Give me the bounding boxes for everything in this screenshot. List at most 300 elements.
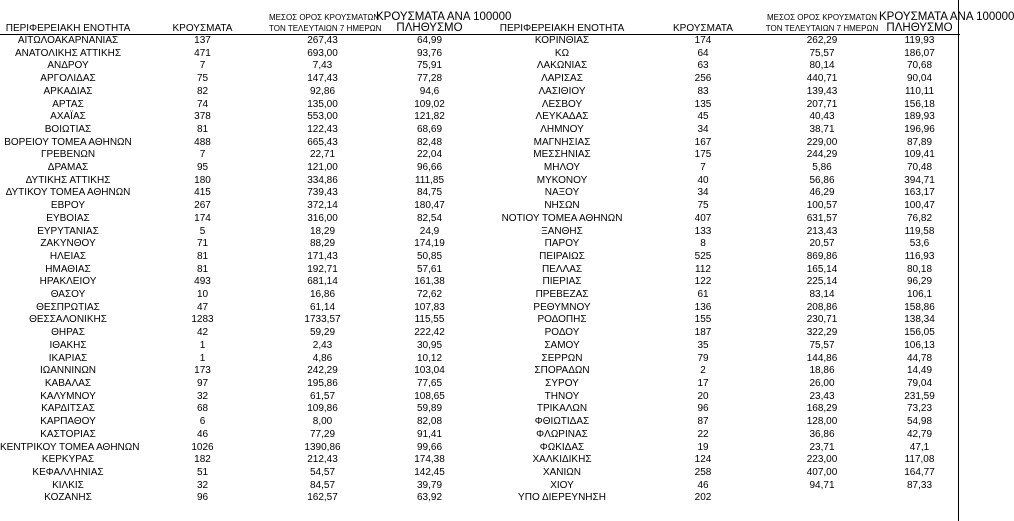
header-per-right-line2: ΠΛΗΘΥΣΜΟ — [886, 22, 953, 34]
right-avg-cell: 100,57 — [806, 200, 838, 212]
right-per-cell: 106,13 — [904, 339, 935, 351]
table-row — [0, 276, 960, 289]
left-region-cell: ΕΒΡΟΥ — [50, 200, 86, 212]
header-region-right: ΠΕΡΙΦΕΡΕΙΑΚΗ ΕΝΟΤΗΤΑ — [483, 0, 641, 35]
left-per-cell: 96,66 — [416, 162, 443, 174]
right-per-cell: 394,71 — [904, 174, 935, 186]
right-cases-cell: 63 — [697, 60, 709, 72]
right-avg-cell: 20,57 — [809, 238, 835, 250]
left-cases-cell: 68 — [196, 403, 209, 415]
left-avg-cell: 109,86 — [307, 403, 338, 415]
right-per-cell: 119,58 — [904, 225, 935, 237]
right-avg-cell: 213,43 — [806, 225, 838, 237]
left-cases-cell: 82 — [196, 85, 209, 97]
left-per-cell: 103,04 — [414, 365, 445, 377]
right-region-cell: ΛΕΣΒΟΥ — [541, 98, 583, 110]
left-region-cell: ΚΟΖΑΝΗΣ — [44, 492, 92, 504]
left-avg-cell: 84,57 — [309, 479, 336, 491]
left-region-cell: ΑΙΤΩΛΟΑΚΑΡΝΑΝΙΑΣ — [17, 35, 119, 46]
left-region-cell: ΕΥΡΥΤΑΝΙΑΣ — [37, 225, 99, 237]
right-region-cell: ΛΕΥΚΑΔΑΣ — [535, 111, 589, 123]
left-region-cell: ΚΙΛΚΙΣ — [52, 479, 84, 491]
right-region-cell: ΦΛΩΡΙΝΑΣ — [536, 428, 588, 440]
right-per-cell: 96,29 — [906, 276, 933, 288]
table-row — [0, 314, 960, 327]
left-cases-cell: 74 — [196, 98, 209, 110]
left-avg-cell: 739,43 — [307, 187, 338, 199]
right-per-cell: 87,33 — [906, 479, 933, 491]
table-row — [0, 137, 960, 150]
left-cases-cell: 47 — [196, 301, 209, 313]
right-cases-cell: 22 — [697, 428, 709, 440]
right-per-cell: 138,34 — [904, 314, 935, 326]
right-per-cell: 189,93 — [904, 111, 935, 123]
right-region-cell: ΦΩΚΙΔΑΣ — [539, 441, 585, 453]
right-avg-cell: 262,29 — [806, 35, 838, 46]
right-region-cell: ΡΕΘΥΜΝΟΥ — [533, 301, 591, 313]
right-avg-cell: 207,71 — [806, 98, 838, 110]
right-per-cell: 79,04 — [906, 377, 933, 389]
left-cases-cell: 96 — [196, 492, 209, 504]
table-row — [0, 492, 960, 505]
header-per-left-line2: ΠΛΗΘΥΣΜΟ — [396, 22, 463, 34]
left-region-cell: ΚΑΡΔΙΤΣΑΣ — [41, 403, 95, 415]
right-cases-cell: 8 — [700, 238, 706, 250]
right-avg-cell: 244,29 — [806, 149, 838, 161]
left-region-cell: ΑΝΑΤΟΛΙΚΗΣ ΑΤΤΙΚΗΣ — [14, 47, 122, 59]
right-per-cell: 156,05 — [904, 327, 935, 339]
right-cases-cell: 122 — [694, 276, 712, 288]
right-cases-cell: 174 — [694, 35, 712, 46]
left-cases-cell: 137 — [194, 35, 211, 46]
right-region-cell: ΡΟΔΟΠΗΣ — [537, 314, 587, 326]
left-avg-cell: 195,86 — [307, 377, 338, 389]
left-avg-cell: 22,71 — [309, 149, 336, 161]
left-per-cell: 93,76 — [416, 47, 443, 59]
left-per-cell: 22,04 — [416, 149, 443, 161]
right-region-cell: ΛΑΣΙΘΙΟΥ — [538, 85, 586, 97]
left-avg-cell: 7,43 — [312, 60, 333, 72]
header-region-left: ΠΕΡΙΦΕΡΕΙΑΚΗ ΕΝΟΤΗΤΑ — [0, 0, 136, 35]
right-region-cell: ΠΡΕΒΕΖΑΣ — [535, 289, 589, 301]
right-avg-cell: 128,00 — [806, 416, 838, 428]
right-region-cell: ΚΟΡΙΝΘΙΑΣ — [534, 35, 590, 46]
right-avg-cell: 229,00 — [806, 136, 838, 148]
right-avg-cell: 869,86 — [806, 250, 838, 262]
header-row — [0, 0, 960, 35]
right-avg-cell: 223,00 — [806, 454, 838, 466]
right-region-cell: ΜΑΓΝΗΣΙΑΣ — [533, 136, 591, 148]
left-per-cell: 10,12 — [416, 352, 443, 364]
table-row — [0, 289, 960, 302]
left-avg-cell: 18,29 — [309, 225, 336, 237]
header-avg-right-line1: ΜΕΣΟΣ ΟΡΟΣ ΚΡΟΥΣΜΑΤΩΝ — [766, 13, 878, 22]
left-avg-cell: 147,43 — [307, 73, 338, 85]
left-per-cell: 109,02 — [414, 98, 445, 110]
table-row — [0, 251, 960, 264]
left-cases-cell: 415 — [194, 187, 211, 199]
right-region-cell: ΛΗΜΝΟΥ — [540, 123, 584, 135]
left-cases-cell: 173 — [194, 365, 211, 377]
left-avg-cell: 92,86 — [309, 85, 336, 97]
left-region-cell: ΙΩΑΝΝΙΝΩΝ — [39, 365, 97, 377]
left-region-cell: ΘΕΣΣΑΛΟΝΙΚΗΣ — [29, 314, 107, 326]
left-region-cell: ΑΝΔΡΟΥ — [47, 60, 89, 72]
left-cases-cell: 97 — [196, 377, 209, 389]
right-per-cell: 80,18 — [906, 263, 933, 275]
left-avg-cell: 59,29 — [309, 327, 336, 339]
right-avg-cell: 75,57 — [809, 339, 835, 351]
left-per-cell: 77,28 — [416, 73, 443, 85]
left-cases-cell: 81 — [196, 263, 209, 275]
right-cases-cell: 407 — [694, 212, 712, 224]
table-row — [0, 480, 960, 493]
table-row — [0, 454, 960, 467]
right-region-cell: ΛΑΡΙΣΑΣ — [541, 73, 583, 85]
right-cases-cell: 34 — [697, 123, 709, 135]
left-region-cell: ΔΥΤΙΚΗΣ ΑΤΤΙΚΗΣ — [25, 174, 111, 186]
left-per-cell: 82,08 — [416, 416, 443, 428]
left-avg-cell: 681,14 — [307, 276, 338, 288]
table-row — [0, 442, 960, 455]
table-row — [0, 124, 960, 137]
left-avg-cell: 61,14 — [309, 301, 336, 313]
left-region-cell: ΚΕΡΚΥΡΑΣ — [41, 454, 95, 466]
left-region-cell: ΚΑΛΥΜΝΟΥ — [40, 390, 96, 402]
left-region-cell: ΙΘΑΚΗΣ — [49, 339, 87, 351]
left-region-cell: ΗΡΑΚΛΕΙΟΥ — [39, 276, 97, 288]
right-region-cell: ΞΑΝΘΗΣ — [541, 225, 583, 237]
right-cases-cell: 20 — [697, 390, 709, 402]
right-region-cell: ΠΕΙΡΑΙΩΣ — [539, 250, 585, 262]
right-per-cell: 73,23 — [906, 403, 933, 415]
table-row — [0, 111, 960, 124]
right-cases-cell: 112 — [695, 263, 711, 275]
left-region-cell: ΑΧΑΪΑΣ — [50, 111, 86, 123]
right-region-cell: ΝΑΞΟΥ — [544, 187, 580, 199]
right-cases-cell: 175 — [694, 149, 712, 161]
right-avg-cell: 230,71 — [806, 314, 838, 326]
left-cases-cell: 51 — [196, 466, 209, 478]
left-avg-cell: 212,43 — [307, 454, 338, 466]
left-per-cell: 161,38 — [414, 276, 445, 288]
right-avg-cell: 38,71 — [809, 123, 835, 135]
left-region-cell: ΙΚΑΡΙΑΣ — [48, 352, 88, 364]
table-row — [0, 175, 960, 188]
right-region-cell: ΧΑΛΚΙΔΙΚΗΣ — [532, 454, 592, 466]
left-cases-cell: 46 — [196, 428, 209, 440]
table-row — [0, 378, 960, 391]
header-per-left — [376, 0, 512, 35]
left-region-cell: ΚΑΒΑΛΑΣ — [44, 377, 92, 389]
left-per-cell: 57,61 — [416, 263, 443, 275]
right-avg-cell: 5,86 — [812, 162, 832, 174]
right-region-cell: ΣΑΜΟΥ — [544, 339, 580, 351]
left-per-cell: 180,47 — [414, 200, 445, 212]
right-cases-cell: 40 — [697, 174, 709, 186]
left-avg-cell: 4,86 — [312, 352, 333, 364]
left-avg-cell: 192,71 — [307, 263, 338, 275]
left-per-cell: 30,95 — [416, 339, 443, 351]
right-per-cell: 164,77 — [904, 466, 935, 478]
right-avg-cell: 225,14 — [806, 276, 838, 288]
right-cases-cell: 35 — [697, 339, 709, 351]
right-per-cell — [879, 492, 960, 505]
right-region-cell: ΠΙΕΡΙΑΣ — [542, 276, 582, 288]
left-per-cell: 121,82 — [414, 111, 445, 123]
left-per-cell: 222,42 — [414, 327, 445, 339]
right-per-cell: 119,93 — [904, 35, 935, 46]
left-region-cell: ΔΡΑΜΑΣ — [47, 162, 89, 174]
right-per-cell: 109,41 — [904, 149, 935, 161]
header-per-left-line1: ΚΡΟΥΣΜΑΤΑ ΑΝΑ 100000 — [376, 11, 512, 23]
left-region-cell: ΒΟΙΩΤΙΑΣ — [44, 123, 92, 135]
left-region-cell: ΗΛΕΙΑΣ — [49, 250, 87, 262]
right-avg-cell: 56,86 — [809, 174, 835, 186]
right-cases-cell: 167 — [694, 136, 712, 148]
right-cases-cell: 83 — [697, 85, 709, 97]
left-region-cell: ΓΡΕΒΕΝΩΝ — [40, 149, 96, 161]
left-cases-cell: 5 — [199, 225, 206, 237]
header-avg-left-line1: ΜΕΣΟΣ ΟΡΟΣ ΚΡΟΥΣΜΑΤΩΝ — [269, 13, 380, 22]
table-row — [0, 365, 960, 378]
left-per-cell: 174,38 — [414, 454, 445, 466]
left-cases-cell: 6 — [199, 416, 206, 428]
left-avg-cell: 372,14 — [307, 200, 338, 212]
right-per-cell: 70,48 — [906, 162, 933, 174]
right-per-cell: 106,1 — [906, 289, 933, 301]
right-cases-cell: 124 — [694, 454, 712, 466]
left-cases-cell: 1 — [199, 339, 206, 351]
right-cases-cell: 202 — [694, 492, 712, 504]
left-avg-cell: 1390,86 — [304, 441, 341, 453]
left-per-cell: 174,19 — [414, 238, 445, 250]
right-cases-cell: 19 — [697, 441, 709, 453]
left-per-cell: 75,91 — [416, 60, 443, 72]
right-cases-cell: 2 — [700, 365, 706, 377]
left-avg-cell: 171,43 — [307, 250, 338, 262]
right-per-cell: 163,17 — [904, 187, 935, 199]
right-region-cell: ΠΑΡΟΥ — [544, 238, 580, 250]
left-cases-cell: 81 — [196, 123, 209, 135]
header-avg-right-line2: ΤΟΝ ΤΕΛΕΥΤΑΙΩΝ 7 ΗΜΕΡΩΝ — [765, 24, 879, 33]
left-cases-cell: 81 — [196, 250, 209, 262]
right-avg-cell: 40,43 — [809, 111, 835, 123]
right-cases-cell: 135 — [694, 98, 712, 110]
header-avg-right — [765, 0, 879, 35]
left-region-cell: ΑΡΚΑΔΙΑΣ — [43, 85, 93, 97]
right-per-cell: 44,78 — [906, 352, 933, 364]
left-per-cell: 64,99 — [416, 35, 443, 46]
table-row — [0, 86, 960, 99]
left-avg-cell: 122,43 — [307, 123, 338, 135]
table-row — [0, 238, 960, 251]
header-per-right — [879, 0, 1014, 35]
left-region-cell: ΚΕΦΑΛΛΗΝΙΑΣ — [32, 466, 104, 478]
left-avg-cell: 334,86 — [307, 174, 338, 186]
left-cases-cell: 180 — [194, 174, 211, 186]
left-avg-cell: 242,29 — [307, 365, 338, 377]
left-region-cell: ΚΕΝΤΡΙΚΟΥ ΤΟΜΕΑ ΑΘΗΝΩΝ — [0, 441, 140, 453]
header-avg-left — [269, 0, 382, 35]
left-cases-cell: 10 — [196, 289, 209, 301]
left-per-cell: 24,9 — [419, 225, 440, 237]
right-per-cell: 90,04 — [906, 73, 933, 85]
header-avg-left-line2: ΤΟΝ ΤΕΛΕΥΤΑΙΩΝ 7 ΗΜΕΡΩΝ — [269, 24, 382, 33]
right-per-cell: 116,93 — [904, 250, 935, 262]
right-avg-cell: 26,00 — [809, 377, 835, 389]
left-cases-cell: 95 — [196, 162, 209, 174]
left-cases-cell: 1026 — [191, 441, 214, 453]
right-per-cell: 117,08 — [904, 454, 935, 466]
left-avg-cell: 54,57 — [309, 466, 336, 478]
left-per-cell: 68,69 — [416, 123, 443, 135]
left-region-cell: ΔΥΤΙΚΟΥ ΤΟΜΕΑ ΑΘΗΝΩΝ — [5, 187, 131, 199]
right-cases-cell: 136 — [694, 301, 712, 313]
left-per-cell: 50,85 — [416, 250, 443, 262]
right-cases-cell: 46 — [697, 479, 709, 491]
left-region-cell: ΘΕΣΠΡΩΤΙΑΣ — [36, 301, 100, 313]
left-cases-cell: 71 — [196, 238, 209, 250]
right-per-cell: 42,79 — [906, 428, 933, 440]
table-row — [0, 48, 960, 61]
right-cases-cell: 7 — [700, 162, 706, 174]
left-avg-cell: 8,00 — [312, 416, 333, 428]
right-cases-cell: 155 — [694, 314, 712, 326]
right-per-cell: 100,47 — [904, 200, 935, 212]
right-cases-cell: 187 — [694, 327, 712, 339]
left-per-cell: 84,75 — [416, 187, 443, 199]
left-avg-cell: 316,00 — [307, 212, 338, 224]
left-cases-cell: 471 — [194, 47, 211, 59]
right-cases-cell: 17 — [697, 377, 709, 389]
right-per-cell: 14,49 — [906, 365, 933, 377]
left-region-cell: ΗΜΑΘΙΑΣ — [45, 263, 91, 275]
right-region-cell: ΤΗΝΟΥ — [544, 390, 580, 402]
right-region-cell: ΦΘΙΩΤΙΔΑΣ — [534, 416, 590, 428]
right-region-cell: ΚΩ — [554, 47, 570, 59]
right-region-cell: ΡΟΔΟΥ — [544, 327, 580, 339]
left-per-cell: 82,54 — [416, 212, 443, 224]
right-avg-cell — [765, 492, 879, 505]
right-per-cell: 231,59 — [904, 390, 935, 402]
header-cases-right: ΚΡΟΥΣΜΑΤΑ — [641, 0, 765, 35]
table-row — [0, 353, 960, 366]
left-cases-cell: 378 — [194, 111, 211, 123]
right-avg-cell: 46,29 — [809, 187, 835, 199]
right-per-cell: 110,11 — [904, 85, 935, 97]
left-per-cell: 59,89 — [416, 403, 443, 415]
left-cases-cell: 267 — [194, 200, 211, 212]
table-row — [0, 35, 960, 48]
right-cases-cell: 525 — [694, 250, 712, 262]
right-cases-cell: 34 — [697, 187, 709, 199]
left-region-cell: ΒΟΡΕΙΟΥ ΤΟΜΕΑ ΑΘΗΝΩΝ — [4, 136, 132, 148]
right-avg-cell: 139,43 — [806, 85, 838, 97]
left-region-cell: ΑΡΤΑΣ — [52, 98, 84, 110]
right-per-cell: 186,07 — [904, 47, 935, 59]
table-row — [0, 73, 960, 86]
table-row — [0, 187, 960, 200]
table-row — [0, 60, 960, 73]
left-per-cell: 91,41 — [416, 428, 443, 440]
left-per-cell: 142,45 — [414, 466, 445, 478]
left-avg-cell: 693,00 — [307, 47, 338, 59]
left-cases-cell: 488 — [194, 136, 211, 148]
left-avg-cell: 61,57 — [309, 390, 336, 402]
right-avg-cell: 23,43 — [809, 390, 835, 402]
left-cases-cell: 75 — [196, 73, 209, 85]
table-row — [0, 391, 960, 404]
table-row — [0, 429, 960, 442]
right-region-cell: ΜΗΛΟΥ — [543, 162, 581, 174]
right-cases-cell: 133 — [694, 225, 712, 237]
right-avg-cell: 75,57 — [809, 47, 835, 59]
left-cases-cell: 7 — [199, 60, 206, 72]
right-cases-cell: 79 — [697, 352, 709, 364]
right-per-cell: 54,98 — [906, 416, 933, 428]
right-per-cell: 156,18 — [904, 98, 935, 110]
right-per-cell: 47,1 — [909, 441, 930, 453]
left-cases-cell: 493 — [194, 276, 211, 288]
table-row — [0, 226, 960, 239]
right-per-cell: 70,68 — [906, 60, 933, 72]
left-avg-cell: 162,57 — [307, 492, 338, 504]
left-per-cell: 115,55 — [414, 314, 445, 326]
left-per-cell: 94,6 — [419, 85, 440, 97]
right-cases-cell: 45 — [697, 111, 709, 123]
right-region-cell: ΜΕΣΣΗΝΙΑΣ — [533, 149, 591, 161]
left-region-cell: ΕΥΒΟΙΑΣ — [46, 212, 90, 224]
right-avg-cell: 168,29 — [806, 403, 838, 415]
left-avg-cell: 267,43 — [307, 35, 338, 46]
table-row — [0, 264, 960, 277]
left-region-cell: ΑΡΓΟΛΙΔΑΣ — [40, 73, 96, 85]
right-per-cell: 196,96 — [904, 123, 935, 135]
right-avg-cell: 407,00 — [806, 466, 838, 478]
right-region-cell: ΛΑΚΩΝΙΑΣ — [536, 60, 588, 72]
right-region-cell: ΤΡΙΚΑΛΩΝ — [536, 403, 588, 415]
left-cases-cell: 32 — [196, 479, 209, 491]
right-avg-cell: 631,57 — [806, 212, 838, 224]
table-row — [0, 149, 960, 162]
right-region-cell: ΧΑΝΙΩΝ — [542, 466, 582, 478]
left-cases-cell: 42 — [196, 327, 209, 339]
right-avg-cell: 23,71 — [809, 441, 835, 453]
left-cases-cell: 32 — [196, 390, 209, 402]
left-cases-cell: 174 — [194, 212, 211, 224]
right-per-cell: 53,6 — [909, 238, 930, 250]
left-per-cell: 63,92 — [416, 492, 443, 504]
right-cases-cell: 258 — [694, 466, 712, 478]
left-per-cell: 77,65 — [416, 377, 443, 389]
table-row — [0, 99, 960, 112]
right-cases-cell: 96 — [697, 403, 709, 415]
table-row — [0, 162, 960, 175]
left-avg-cell: 665,43 — [307, 136, 338, 148]
right-cases-cell: 87 — [697, 416, 709, 428]
left-per-cell: 111,85 — [414, 174, 445, 186]
right-region-cell: ΣΠΟΡΑΔΩΝ — [534, 365, 590, 377]
right-avg-cell: 440,71 — [806, 73, 838, 85]
right-avg-cell: 144,86 — [806, 352, 838, 364]
right-avg-cell: 36,86 — [809, 428, 835, 440]
left-per-cell: 82,48 — [416, 136, 443, 148]
right-avg-cell: 165,14 — [806, 263, 838, 275]
right-cases-cell: 61 — [697, 289, 709, 301]
left-per-cell: 107,83 — [414, 301, 445, 313]
table-row — [0, 327, 960, 340]
